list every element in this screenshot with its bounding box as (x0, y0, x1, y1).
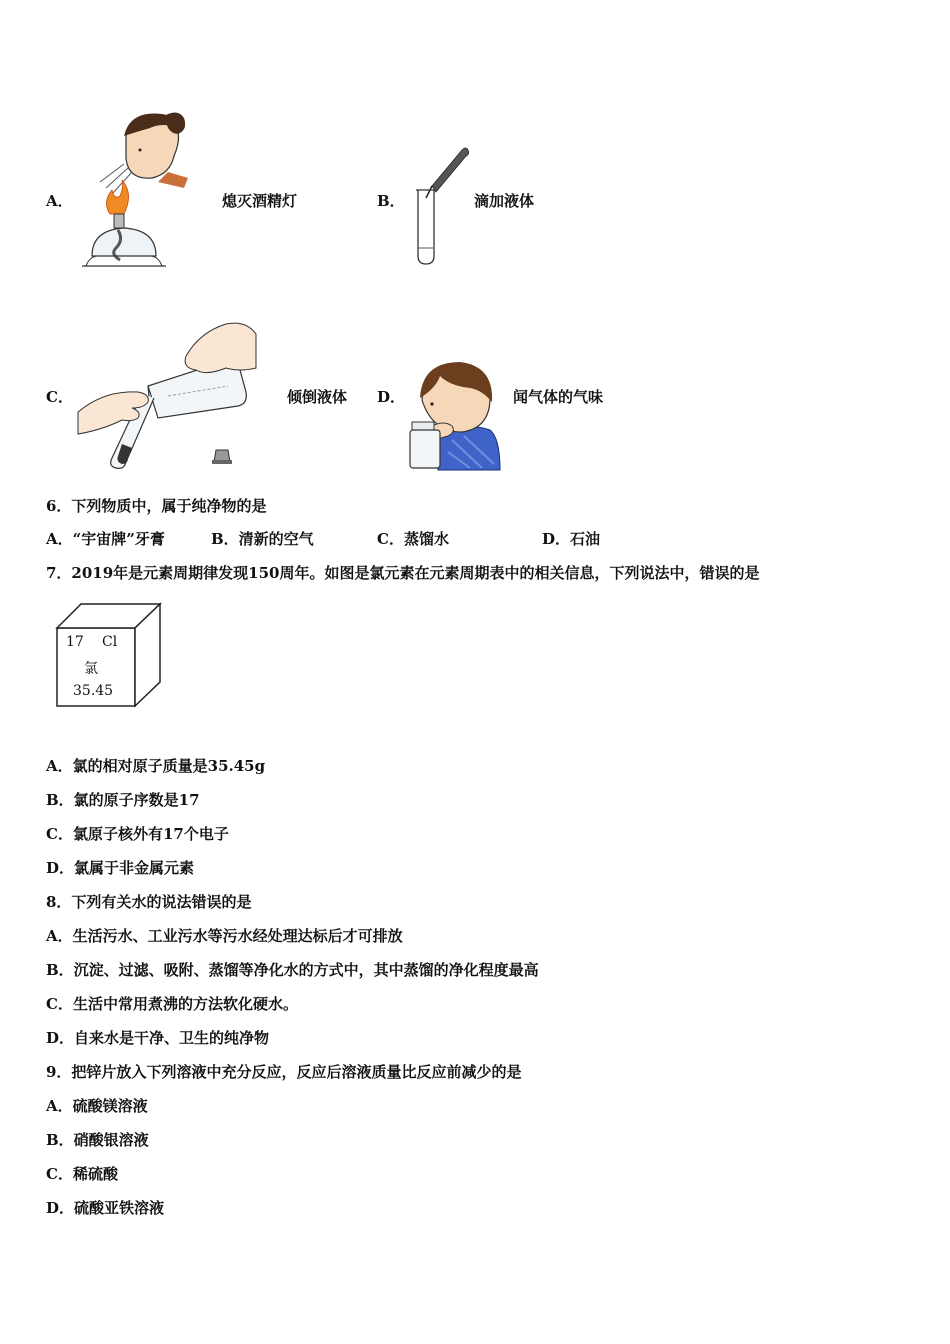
q6-option-d: D．石油 (542, 530, 601, 548)
q9-option-b: B．硝酸银溶液 (46, 1131, 149, 1149)
q5-option-c-caption: 倾倒液体 (287, 388, 348, 406)
q9-option-a: A．硫酸镁溶液 (46, 1097, 148, 1115)
q5-option-b-caption: 滴加液体 (474, 192, 535, 210)
q7-option-d: D．氯属于非金属元素 (46, 859, 195, 877)
element-name: 氯 (84, 661, 98, 677)
q5-option-a-caption: 熄灭酒精灯 (222, 192, 298, 210)
q7-option-a: A．氯的相对原子质量是35.45g (46, 757, 266, 775)
q9-option-c: C．稀硫酸 (46, 1165, 118, 1183)
q6-option-c: C．蒸馏水 (377, 530, 449, 548)
q5-option-d-caption: 闻气体的气味 (513, 388, 604, 406)
q8-option-d: D．自来水是干净、卫生的纯净物 (46, 1029, 270, 1047)
q8-stem: 8．下列有关水的说法错误的是 (46, 893, 252, 911)
element-atomic-number: 17 (66, 634, 84, 650)
q9-stem: 9．把锌片放入下列溶液中充分反应，反应后溶液质量比反应前减少的是 (46, 1063, 522, 1081)
element-tile-chlorine (56, 603, 162, 707)
q5-option-b-letter: B． (377, 192, 405, 210)
q7-stem: 7．2019年是元素周期律发现150周年。如图是氯元素在元素周期表中的相关信息，下列说法中，错误的是 (46, 564, 760, 582)
q8-option-c: C．生活中常用煮沸的方法软化硬水。 (46, 995, 298, 1013)
q5-option-a-letter: A． (46, 192, 73, 210)
blow-out-alcohol-lamp-illustration (78, 106, 193, 271)
q5-option-d-letter: D． (377, 388, 406, 406)
pour-liquid-illustration (78, 316, 258, 466)
q5-option-c-letter: C． (46, 388, 73, 406)
q8-option-a: A．生活污水、工业污水等污水经处理达标后才可排放 (46, 927, 403, 945)
q7-option-c: C．氯原子核外有17个电子 (46, 825, 229, 843)
q6-option-a: A．“宇宙牌”牙膏 (46, 530, 165, 548)
element-atomic-mass: 35.45 (73, 683, 114, 699)
q9-option-d: D．硫酸亚铁溶液 (46, 1199, 165, 1217)
q6-stem: 6．下列物质中，属于纯净物的是 (46, 497, 267, 515)
q7-option-b: B．氯的原子序数是17 (46, 791, 200, 809)
element-symbol: Cl (102, 634, 118, 650)
q8-option-b: B．沉淀、过滤、吸附、蒸馏等净化水的方式中，其中蒸馏的净化程度最高 (46, 961, 539, 979)
smell-gas-illustration (408, 360, 500, 470)
dropper-test-tube-illustration (410, 144, 470, 266)
q6-option-b: B．清新的空气 (211, 530, 314, 548)
